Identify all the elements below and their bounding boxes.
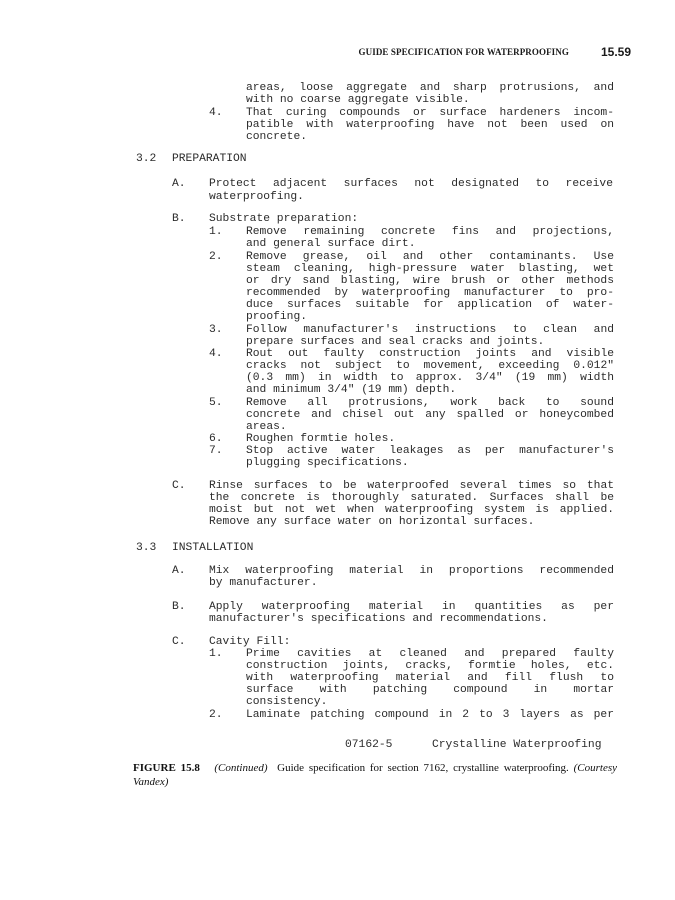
text-line: by manufacturer.	[209, 577, 318, 589]
figure-label: FIGURE 15.8	[133, 762, 200, 774]
text-line: duce surfaces suitable for application of water-	[246, 299, 614, 311]
list-number: 1.	[209, 648, 223, 660]
paragraph-letter: C.	[172, 480, 186, 492]
text-line: Roughen formtie holes.	[246, 433, 396, 445]
section-heading: INSTALLATION	[172, 542, 254, 554]
text-line: Apply waterproofing material in quantities as per	[209, 601, 614, 613]
text-line: plugging specifications.	[246, 457, 409, 469]
figure-caption	[133, 761, 617, 789]
list-number: 2.	[209, 709, 223, 721]
text-line: with no coarse aggregate visible.	[246, 94, 470, 106]
text-line: moist but not wet when waterproofing system is applied.	[209, 504, 614, 516]
text-line: That curing compounds or surface hardeners incom-	[246, 107, 614, 119]
text-line: Follow manufacturer's instructions to clean and	[246, 324, 614, 336]
text-line: areas.	[246, 421, 287, 433]
text-line: the concrete is thoroughly saturated. Surfaces shall be	[209, 492, 614, 504]
text-line: Remove remaining concrete fins and projections,	[246, 226, 614, 238]
list-number: 6.	[209, 433, 223, 445]
text-line: Protect adjacent surfaces not designated to receive	[209, 178, 613, 190]
text-line: surface with patching compound in mortar	[246, 684, 614, 696]
text-line: Prime cavities at cleaned and prepared faulty	[246, 648, 614, 660]
list-number: 4.	[209, 348, 223, 360]
section-title: Crystalline Waterproofing	[432, 739, 602, 751]
text-line: proofing.	[246, 311, 308, 323]
text-line: waterproofing.	[209, 191, 304, 203]
list-number: 1.	[209, 226, 223, 238]
text-line: patible with waterproofing have not been used on	[246, 119, 614, 131]
section-number: 3.2	[136, 153, 157, 165]
section-code: 07162-5	[345, 739, 393, 751]
running-head	[0, 45, 675, 61]
list-number: 4.	[209, 107, 223, 119]
paragraph-letter: C.	[172, 636, 186, 648]
text-line: Rout out faulty construction joints and visible	[246, 348, 614, 360]
text-line: Rinse surfaces to be waterproofed several times so that	[209, 480, 614, 492]
text-line: cracks not subject to movement, exceeding 0.012"	[246, 360, 614, 372]
text-line: recommended by waterproofing manufacturer to pro-	[246, 287, 614, 299]
caption-text: Guide specification for section 7162, crystalline waterproofing.	[277, 762, 569, 774]
list-number: 7.	[209, 445, 223, 457]
section-number: 3.3	[136, 542, 157, 554]
spec-footer	[0, 739, 675, 753]
list-number: 5.	[209, 397, 223, 409]
text-line: concrete.	[246, 131, 308, 143]
paragraph-letter: A.	[172, 178, 186, 190]
paragraph-letter: B.	[172, 601, 186, 613]
page-number: 15.59	[600, 45, 631, 59]
continued-note: (Continued)	[214, 762, 268, 774]
text-line: Remove any surface water on horizontal surfaces.	[209, 516, 535, 528]
text-line: Laminate patching compound in 2 to 3 layers as per	[246, 709, 614, 721]
text-line: (0.3 mm) in width to approx. 3/4" (19 mm) width	[246, 372, 614, 384]
paragraph-letter: A.	[172, 565, 186, 577]
text-line: Cavity Fill:	[209, 636, 291, 648]
text-line: Stop active water leakages as per manufacturer's	[246, 445, 614, 457]
text-line: Substrate preparation:	[209, 213, 359, 225]
text-line: areas, loose aggregate and sharp protrusions, and	[246, 82, 614, 94]
running-head-title: GUIDE SPECIFICATION FOR WATERPROOFING	[358, 47, 569, 57]
text-line: construction joints, cracks, formtie holes, etc.	[246, 660, 614, 672]
text-line: Remove grease, oil and other contaminants. Use	[246, 251, 614, 263]
text-line: Mix waterproofing material in proportions recommended	[209, 565, 614, 577]
text-line: manufacturer's specifications and recommendations.	[209, 613, 548, 625]
caption-credit: (Courtesy Vandex)	[133, 762, 618, 788]
text-line: and minimum 3/4" (19 mm) depth.	[246, 384, 457, 396]
text-line: steam cleaning, high-pressure water blasting, wet	[246, 263, 614, 275]
text-line: concrete and chisel out any spalled or honeycombed	[246, 409, 614, 421]
section-heading: PREPARATION	[172, 153, 247, 165]
list-number: 2.	[209, 251, 223, 263]
text-line: Remove all protrusions, work back to sound	[246, 397, 614, 409]
text-line: prepare surfaces and seal cracks and joints.	[246, 336, 545, 348]
paragraph-letter: B.	[172, 213, 186, 225]
list-number: 3.	[209, 324, 223, 336]
text-line: and general surface dirt.	[246, 238, 416, 250]
text-line: with waterproofing material and fill flush to	[246, 672, 614, 684]
text-line: consistency.	[246, 696, 328, 708]
text-line: or dry sand blasting, wire brush or other methods	[246, 275, 614, 287]
